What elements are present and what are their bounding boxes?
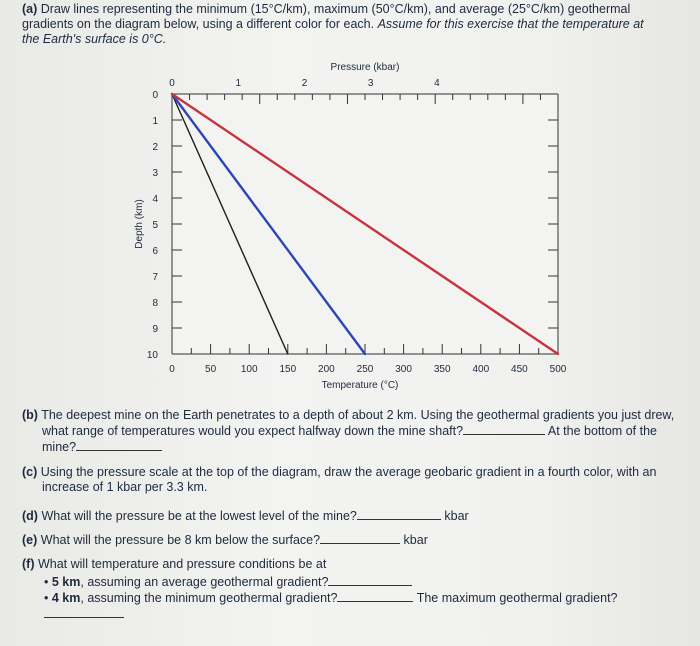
bottom-axis-tick-label: 100	[240, 364, 258, 375]
question-a-text: Draw lines representing the minimum (15°C/km), maximum (50°C/km), and average (25°C/km) geothermal gradients on the diagram below, using a different color for each.	[22, 2, 631, 31]
question-b-line2: what range of temperatures would you expect halfway down the mine shaft?	[42, 424, 464, 438]
bottom-axis-tick-label: 450	[511, 364, 528, 375]
geotherm-chart-svg	[130, 56, 580, 396]
left-axis-tick-label: 8	[152, 298, 158, 309]
top-axis-tick-label: 4	[434, 78, 440, 89]
question-b-line2-end: At the bottom of the	[547, 424, 657, 438]
question-f-bullet-1	[44, 574, 412, 590]
question-c-line2: increase of 1 kbar per 3.3 km.	[42, 480, 208, 494]
question-b-answer-blank-2[interactable]	[76, 439, 162, 451]
bottom-axis-tick-label: 50	[205, 364, 217, 375]
question-c-label: (c)	[22, 465, 38, 479]
left-axis-tick-label: 10	[146, 350, 158, 361]
top-axis-tick-label: 3	[367, 78, 374, 89]
bottom-axis-tick-label: 250	[356, 364, 374, 375]
question-c	[22, 465, 682, 495]
top-axis-title: Pressure (kbar)	[330, 62, 400, 73]
bottom-axis-tick-label: 200	[318, 364, 335, 375]
geotherm-chart	[130, 56, 580, 396]
question-d-text: What will the pressure be at the lowest level of the mine?	[41, 509, 357, 523]
question-a	[22, 2, 662, 47]
bottom-axis-tick-label: 300	[395, 364, 412, 375]
question-f-bullet-1-bold: 5 km	[51, 575, 81, 589]
question-b	[22, 408, 682, 455]
left-axis-tick-label: 1	[152, 116, 158, 127]
question-f-bullet-2	[44, 590, 694, 622]
question-d-unit: kbar	[444, 509, 469, 523]
question-e	[22, 532, 428, 548]
left-axis-tick-label: 4	[152, 194, 158, 205]
left-axis-tick-label: 2	[152, 142, 158, 153]
bottom-axis-tick-label: 0	[169, 364, 175, 375]
question-a-italic-text: Assume for this exercise that the temperature at the Earth's surface is 0°C.	[22, 17, 644, 46]
question-f-text: What will temperature and pressure conditions be at	[37, 557, 327, 571]
question-e-text: What will the pressure be 8 km below the surface?	[40, 533, 321, 547]
question-b-line3: mine?	[42, 440, 77, 454]
left-axis-tick-label: 3	[152, 168, 158, 179]
question-f-bullet-2-bold: 4 km	[51, 591, 81, 605]
question-f-bullet-1-rest: , assuming an average geothermal gradient?	[80, 575, 329, 589]
question-d	[22, 508, 469, 524]
question-b-label: (b)	[22, 408, 38, 422]
question-f-label: (f)	[22, 557, 35, 571]
question-e-label: (e)	[22, 533, 38, 547]
question-a-label: (a)	[22, 2, 38, 16]
question-e-unit: kbar	[403, 533, 428, 547]
question-c-line1: Using the pressure scale at the top of the diagram, draw the average geobaric gradient in a fourth color, with an	[40, 465, 657, 479]
left-axis-tick-label: 7	[152, 272, 158, 283]
question-f-bullet-2-answer-blank[interactable]	[337, 590, 413, 602]
question-b-line1: The deepest mine on the Earth penetrates to a depth of about 2 km. Using the geothermal gradients you just drew,	[41, 408, 675, 422]
bottom-axis-title: Temperature (°C)	[321, 380, 399, 391]
question-d-answer-blank[interactable]	[357, 508, 441, 520]
top-axis-tick-label: 0	[169, 78, 175, 89]
left-axis-tick-label: 9	[152, 324, 158, 335]
bottom-axis-tick-label: 500	[549, 364, 567, 375]
top-axis-tick-label: 1	[235, 78, 242, 89]
question-d-label: (d)	[22, 509, 38, 523]
question-b-answer-blank-1[interactable]	[463, 423, 545, 435]
top-axis-tick-label: 2	[301, 78, 308, 89]
left-axis-title: Depth (km)	[134, 199, 145, 249]
bottom-axis-tick-label: 150	[279, 364, 297, 375]
question-f-bullet-2-extra: The maximum geothermal gradient?	[416, 591, 618, 605]
question-f-bullet-2-extra-answer-blank[interactable]	[44, 606, 124, 618]
question-f	[22, 557, 326, 572]
question-f-bullet-1-answer-blank[interactable]	[328, 574, 412, 586]
left-axis-tick-label: 5	[152, 220, 158, 231]
question-f-bullet-2-rest: , assuming the minimum geothermal gradient?	[80, 591, 338, 605]
left-axis-tick-label: 6	[152, 246, 158, 257]
bullet-icon: •	[44, 575, 49, 589]
left-axis-tick-label: 0	[152, 90, 158, 101]
question-e-answer-blank[interactable]	[320, 532, 400, 544]
bottom-axis-tick-label: 400	[472, 364, 490, 375]
bottom-axis-tick-label: 350	[433, 364, 451, 375]
bullet-icon: •	[44, 591, 49, 605]
